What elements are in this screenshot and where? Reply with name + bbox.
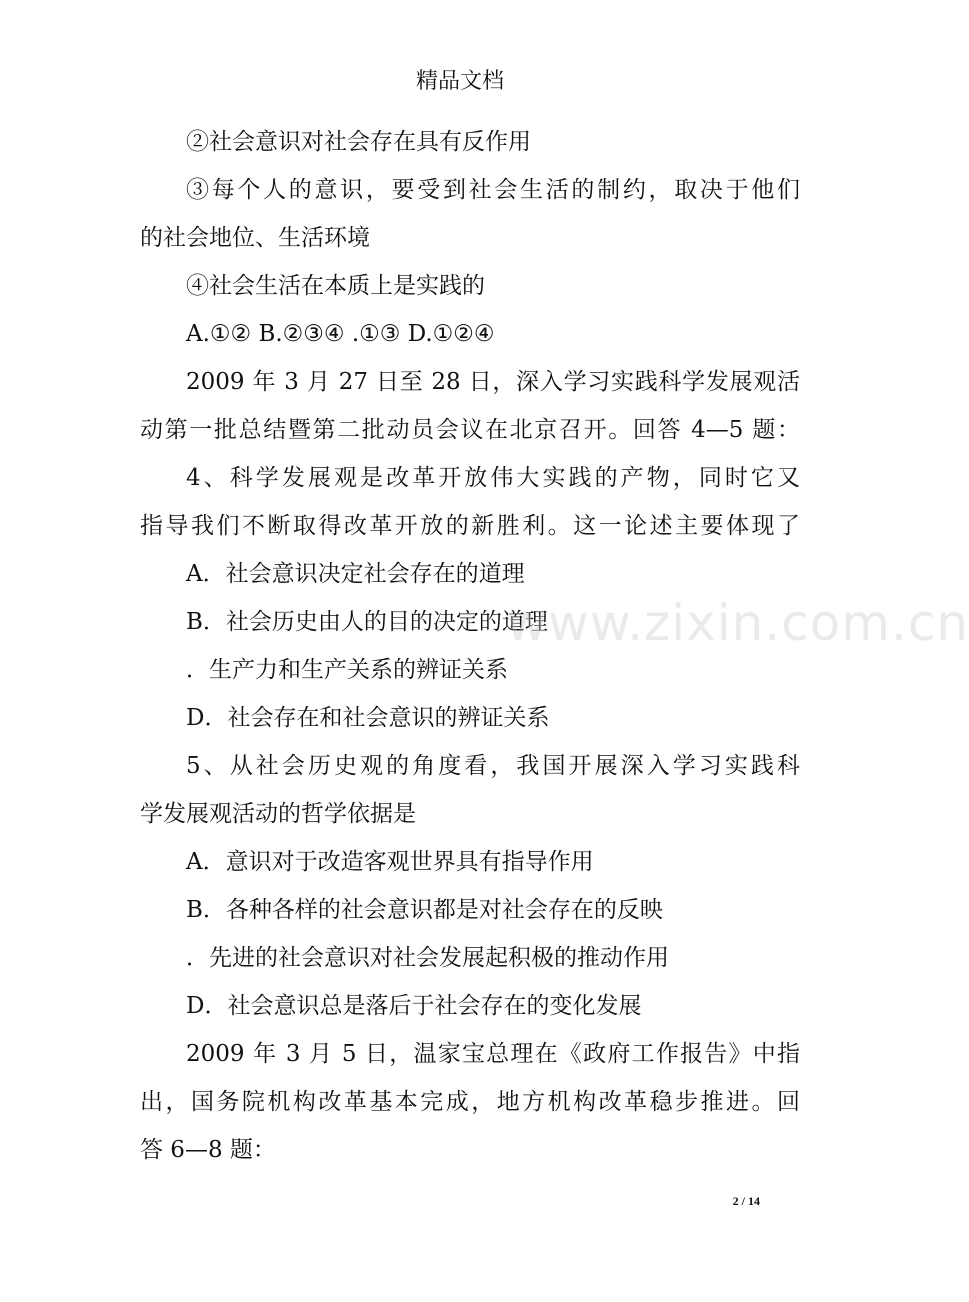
- question-5-option-b: B．各种各样的社会意识都是对社会存在的反映: [186, 897, 663, 923]
- page-header-title: 精品文档: [415, 69, 504, 94]
- question-4-option-b: B．社会历史由人的目的决定的道理: [186, 609, 548, 635]
- question-4-stem: 4、科学发展观是改革开放伟大实践的产物，同时它又: [186, 465, 800, 491]
- question-5-option-a: A．意识对于改造客观世界具有指导作用: [186, 849, 594, 875]
- option-line: ③每个人的意识，要受到社会生活的制约，取决于他们: [186, 177, 800, 203]
- answer-choices: A.①② B.②③④ .①③ D.①②④: [186, 321, 495, 347]
- question-4-option-c: ．生产力和生产关系的辨证关系: [186, 657, 508, 683]
- question-4-option-a: A．社会意识决定社会存在的道理: [186, 561, 525, 587]
- option-line-continuation: 的社会地位、生活环境: [140, 225, 370, 251]
- context-paragraph-line: 动第一批总结暨第二批动员会议在北京召开。回答 4—5 题：: [140, 417, 800, 443]
- context-paragraph-line: 2009 年 3 月 27 日至 28 日，深入学习实践科学发展观活: [186, 369, 800, 395]
- context-paragraph-line: 答 6—8 题：: [140, 1137, 276, 1163]
- question-4-stem: 指导我们不断取得改革开放的新胜利。这一论述主要体现了: [140, 513, 800, 539]
- question-5-option-c: ．先进的社会意识对社会发展起积极的推动作用: [186, 945, 669, 971]
- watermark: www.zixin.com.cn: [506, 594, 969, 652]
- question-5-stem: 学发展观活动的哲学依据是: [140, 801, 416, 827]
- option-line: ④社会生活在本质上是实践的: [186, 273, 485, 299]
- context-paragraph-line: 出，国务院机构改革基本完成，地方机构改革稳步推进。回: [140, 1089, 800, 1115]
- question-5-stem: 5、从社会历史观的角度看，我国开展深入学习实践科: [186, 753, 800, 779]
- question-4-option-d: D．社会存在和社会意识的辨证关系: [186, 705, 550, 731]
- question-5-option-d: D．社会意识总是落后于社会存在的变化发展: [186, 993, 642, 1019]
- page-number: 2 / 14: [732, 1194, 760, 1208]
- option-line: ②社会意识对社会存在具有反作用: [186, 129, 531, 155]
- context-paragraph-line: 2009 年 3 月 5 日，温家宝总理在《政府工作报告》中指: [186, 1041, 800, 1067]
